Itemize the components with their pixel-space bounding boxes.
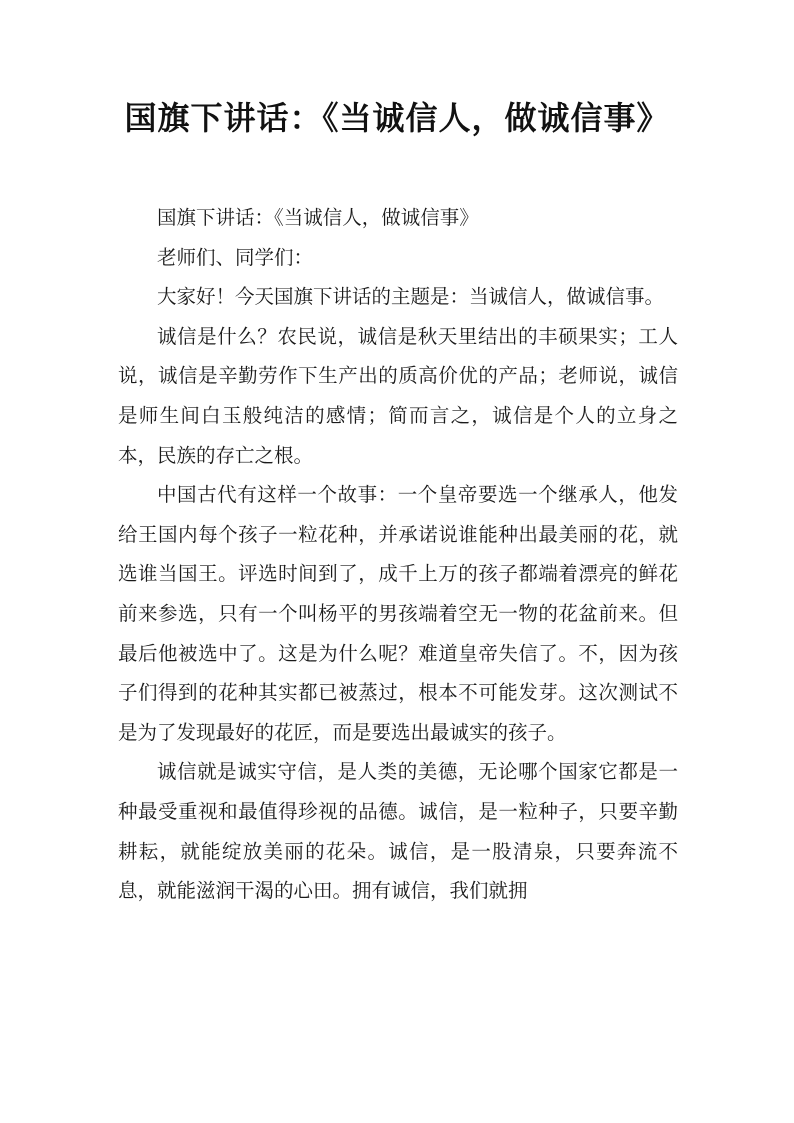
paragraph-subtitle: 国旗下讲话：《当诚信人，做诚信事》 — [157, 206, 479, 229]
paragraph-what-is-integrity: 诚信是什么？农民说，诚信是秋天里结出的丰硕果实；工人说，诚信是辛勤劳作下生产出的质高价优的产品；老师说，诚信是师生间白玉般纯洁的感情；简而言之，诚信是个人的立身之本，民族的存亡之根。 — [118, 324, 678, 467]
document-title: 国旗下讲话：《当诚信人，做诚信事》 — [124, 99, 670, 137]
paragraph-intro: 大家好！今天国旗下讲话的主题是：当诚信人，做诚信事。 — [157, 285, 665, 309]
paragraph-story: 中国古代有这样一个故事：一个皇帝要选一个继承人，他发给王国内每个孩子一粒花种，并承诺说谁能种出最美丽的花，就选谁当国王。评选时间到了，成千上万的孩子都端着漂亮的鲜花前来参选，只有一个叫杨平的男孩端着空无一物的花盆前来。但最后他被选中了。这是为什么呢？难道皇帝失信了。不，因为孩子们得到的花种其实都已被蒸过，根本不可能发芽。这次测试不是为了发现最好的花匠，而是要选出最诚实的孩子。 — [118, 483, 678, 744]
document-body — [118, 198, 678, 911]
paragraph-conclusion: 诚信就是诚实守信，是人类的美德，无论哪个国家它都是一种最受重视和最值得珍视的品德。诚信，是一粒种子，只要辛勤耕耘，就能绽放美丽的花朵。诚信，是一股清泉，只要奔流不息，就能滋润干渴的心田。拥有诚信，我们就拥 — [118, 760, 678, 903]
paragraph-greeting: 老师们、同学们： — [157, 245, 314, 269]
